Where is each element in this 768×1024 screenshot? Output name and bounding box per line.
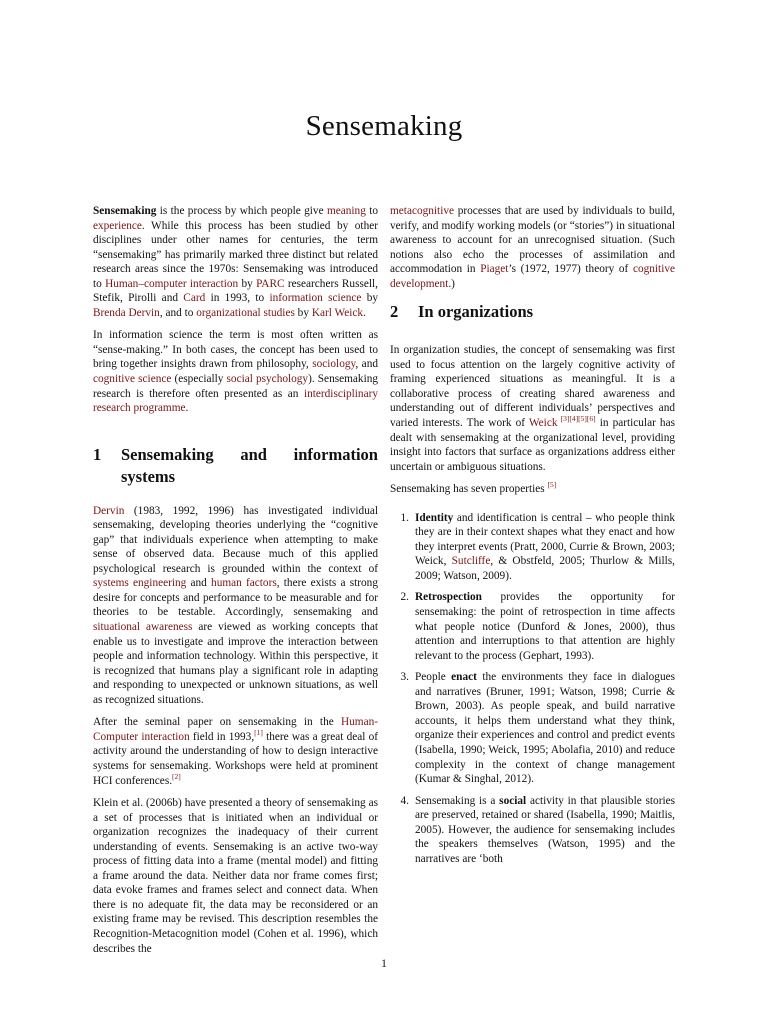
link-systems-engineering[interactable]: systems engineering bbox=[93, 577, 187, 590]
link-brenda-dervin[interactable]: Brenda Dervin bbox=[93, 306, 160, 319]
section-1-paragraph-3-continued: metacognitive processes that are used by individuals to build, verify, and modify working models (or “stories”) in situational awareness to account for an unrecognised situation. (Such notions also echo the processes of assimilation and accommodation in Piaget’s (1972, 1977) theory of cognitive development.) bbox=[390, 205, 675, 290]
section-2-paragraph-2: Sensemaking has seven properties [5] bbox=[390, 480, 557, 496]
section-1-paragraph-1: Dervin (1983, 1992, 1996) has investigated individual sensemaking, developing theories underlying the “cognitive gap” that individuals experience when attempting to make sense of observed data. Because much of this applied psychological research is grounded within the context of systems engineering and human factors, there exists a strong desire for concepts and performance to be measurable and for theories to be testable. Accordingly, sensemaking and situational awareness are viewed as working concepts that enable us to investigate and improve the interaction between people and information technology. Within this perspective, it is recognized that humans play a significant role in adapting and responding to unexpected or unknown situations, as well as recognized situations. bbox=[93, 504, 378, 706]
link-sutcliffe[interactable]: Sutcliffe bbox=[451, 555, 491, 568]
section-1-heading bbox=[93, 444, 378, 488]
link-interdisciplinary-research[interactable]: interdisciplinary research programme bbox=[93, 387, 378, 415]
link-karl-weick[interactable]: Karl Weick bbox=[311, 306, 364, 319]
link-cognitive-development[interactable]: cognitive development bbox=[390, 263, 675, 290]
link-human-factors[interactable]: human factors bbox=[211, 577, 277, 590]
section-2-heading bbox=[390, 301, 675, 323]
section-2-title: In organizations bbox=[418, 302, 534, 322]
page-title: Sensemaking bbox=[305, 110, 463, 142]
intro-paragraph-1: Sensemaking is the process by which people give meaning to experience. While this process has been studied by other disciplines under other names for centuries, the term “sensemaking” has primarily marked three distinct but related research areas since the 1970s: Sensemaking was introduced to Human–computer interaction by PARC researchers Russell, Stefik, Pirolli and Card in 1993, to information science by Brenda Dervin, and to organizational studies by Karl Weick. bbox=[93, 205, 378, 319]
list-item: 1. Identity and identification is central – who people think they are in their context shapes what they enact and how they interpret events (Pratt, 2000, Currie & Brown, 2003; Weick, Sutcliffe, & Obstfeld, 2005; Thurlow & Mills, 2009; Watson, 2009). bbox=[400, 511, 675, 582]
link-experience[interactable]: experience bbox=[93, 219, 142, 232]
link-hci[interactable]: Human–computer interaction bbox=[105, 277, 239, 290]
citation-1[interactable]: [1] bbox=[254, 727, 263, 737]
properties-list bbox=[390, 511, 675, 867]
link-piaget[interactable]: Piaget bbox=[480, 263, 509, 276]
list-item: 4. Sensemaking is a social activity in that plausible stories are preserved, retained or shared (Isabella, 1990; Maitlis, 2005). However, the audience for sensemaking includes the speakers themselves (Watson, 1995) and the narratives are ‘both bbox=[400, 794, 676, 865]
section-1-number: 1 bbox=[93, 444, 102, 464]
link-human-computer-interaction[interactable]: Human-Computer interaction bbox=[93, 716, 378, 743]
link-situational-awareness[interactable]: situational awareness bbox=[93, 621, 193, 634]
citation-5[interactable]: [5] bbox=[547, 480, 557, 490]
link-information-science[interactable]: information science bbox=[269, 292, 362, 305]
citation-2[interactable]: [2] bbox=[172, 771, 181, 781]
link-social-psychology[interactable]: social psychology bbox=[226, 373, 309, 386]
section-2-paragraph-1: In organization studies, the concept of sensemaking was first used to focus attention on the largely cognitive activity of framing experienced situations as meaningful. It is a collaborative process of creating shared awareness and understanding out of different individuals’ perspectives and varied interests. The work of Weick [3][4][5][6] in particular has dealt with sensemaking at the organizational level, providing insight into factors that surface as organizations address either uncertain or ambiguous situations. bbox=[390, 344, 675, 473]
link-meaning[interactable]: meaning bbox=[326, 205, 366, 217]
right-column bbox=[390, 204, 675, 873]
section-1-paragraph-3: Klein et al. (2006b) have presented a theory of sensemaking as a set of processes that is initiated when an individual or organization recognizes the inadequacy of their current understanding of events. Sensemaking is an active two-way process of fitting data into a frame (mental model) and fitting a frame around the data. Neither data nor frame comes first; data evoke frames and frames select and connect data. When there is no adequate fit, the data may be reconsidered or an existing frame may be revised. This description resembles the Recognition-Metacognition model (Cohen et al. 1996), which describes the bbox=[93, 797, 378, 955]
link-organizational-studies[interactable]: organizational studies bbox=[196, 306, 295, 319]
section-1-title: Sensemaking and information systems bbox=[121, 444, 378, 486]
link-sociology[interactable]: sociology bbox=[312, 358, 356, 371]
link-parc[interactable]: PARC bbox=[256, 277, 285, 290]
link-cognitive-science[interactable]: cognitive science bbox=[93, 373, 172, 386]
link-metacognitive[interactable]: metacognitive bbox=[390, 205, 454, 217]
link-dervin[interactable]: Dervin bbox=[93, 504, 125, 517]
citations-3-6[interactable]: [3][4][5][6] bbox=[557, 414, 596, 424]
intro-paragraph-2: In information science the term is most often written as “sense-making.” In both cases, the concept has been used to bring together insights drawn from philosophy, sociology, and cognitive science (especially social psychology). Sensemaking research is therefore often presented as an interdisciplinary research programme. bbox=[93, 329, 379, 415]
link-weick[interactable]: Weick bbox=[528, 417, 558, 430]
term-sensemaking: Sensemaking bbox=[93, 205, 157, 217]
link-card[interactable]: Card bbox=[183, 292, 206, 305]
section-2-number: 2 bbox=[390, 302, 399, 322]
section-1-paragraph-2: After the seminal paper on sensemaking in the Human-Computer interaction field in 1993,[1] there was a great deal of activity around the understanding of how to design interactive systems for sensemaking. Workshops were held at prominent HCI conferences.[2] bbox=[93, 716, 378, 787]
list-item: 3. People enact the environments they face in dialogues and narratives (Bruner, 1991; Watson, 1998; Currie & Brown, 2003). As people speak, and build narrative accounts, it helps them understand what they think, organize their experiences and control and predict events (Isabella, 1990; Weick, 1995; Abolafia, 2010) and reduce complexity in the context of change management (Kumar & Singhal, 2012). bbox=[400, 671, 676, 786]
page-number: 1 bbox=[381, 958, 387, 970]
left-column bbox=[93, 204, 378, 956]
list-item: 2. Retrospection provides the opportunity for sensemaking: the point of retrospection in time affects what people notice (Dunford & Jones, 2000), thus attention and interruptions to that attention are highly relevant to the process (Gephart, 1993). bbox=[400, 591, 675, 662]
